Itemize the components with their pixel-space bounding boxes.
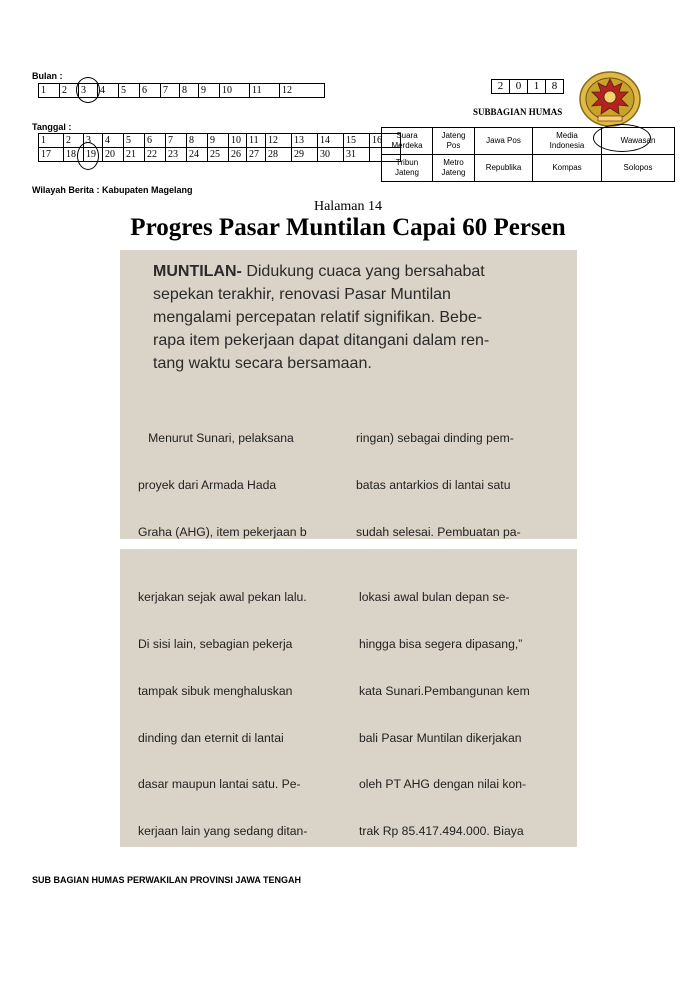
lead-line: sepekan terakhir, renovasi Pasar Muntilan <box>153 286 451 303</box>
text-line: oleh PT AHG dengan nilai kon- <box>359 777 527 792</box>
footer-org: SUB BAGIAN HUMAS PERWAKILAN PROVINSI JAWA TENGAH <box>32 875 302 885</box>
year-digit: 2 <box>492 80 510 94</box>
lead-keyword: MUNTILAN- <box>153 263 242 280</box>
text-line: dinding dan eternit di lantai <box>138 730 284 745</box>
day-cell: 4 <box>103 134 124 148</box>
day-cell: 18 <box>64 148 84 162</box>
text-line: bali Pasar Muntilan dikerjakan <box>359 730 522 745</box>
pub-suara-merdeka: Suara Merdeka <box>382 128 433 155</box>
pub-solopos: Solopos <box>602 155 675 182</box>
month-cell: 6 <box>140 84 161 98</box>
lead-paragraph <box>153 260 489 375</box>
day-cell: 13 <box>292 134 318 148</box>
day-cell: 12 <box>266 134 292 148</box>
day-cell: 31 <box>344 148 370 162</box>
day-cell: 25 <box>208 148 229 162</box>
pub-wawasan: Wawasan <box>602 128 675 155</box>
text-line: kata Sunari.Pembangunan kem <box>359 683 530 698</box>
text-line: tampak sibuk menghaluskan <box>138 683 293 698</box>
wilayah-berita: Wilayah Berita : Kabupaten Magelang <box>32 185 193 195</box>
text-line: ringan) sebagai dinding pem- <box>356 431 514 446</box>
text-line: proyek dari Armada Hada <box>138 477 277 492</box>
month-cell: 2 <box>60 84 79 98</box>
pub-tribun-jateng: Tribun Jateng <box>382 155 433 182</box>
day-cell: 15 <box>344 134 370 148</box>
selected-month-circle <box>76 77 100 103</box>
day-cell: 6 <box>145 134 166 148</box>
column-top-right <box>356 400 566 539</box>
day-cell: 16 <box>370 134 401 148</box>
text-line: kerjakan sejak awal pekan lalu. <box>138 590 307 605</box>
year-box <box>491 79 564 94</box>
text-line: lokasi awal bulan depan se- <box>359 590 510 605</box>
pub-republika: Republika <box>475 155 533 182</box>
day-cell: 23 <box>166 148 187 162</box>
headline: Progres Pasar Muntilan Capai 60 Persen <box>130 214 566 241</box>
pub-jawa-pos: Jawa Pos <box>475 128 533 155</box>
text-line: kerjaan lain yang sedang ditan- <box>138 824 308 839</box>
day-cell: 11 <box>247 134 266 148</box>
dept-name: SUBBAGIAN HUMAS <box>473 107 563 117</box>
month-cell: 7 <box>161 84 180 98</box>
text-line: Graha (AHG), item pekerjaan b <box>138 524 307 539</box>
column-top-left <box>138 400 343 539</box>
text-line: Menurut Sunari, pelaksana <box>138 431 294 446</box>
month-cell: 4 <box>98 84 119 98</box>
lead-line: Didukung cuaca yang bersahabat <box>241 263 485 280</box>
page-number: Halaman 14 <box>313 199 383 214</box>
tanggal-label: Tanggal : <box>32 122 72 132</box>
text-line: hingga bisa segera dipasang,” <box>359 636 523 651</box>
day-cell: 3 <box>84 134 103 148</box>
month-cell: 5 <box>119 84 140 98</box>
day-cell: 21 <box>124 148 145 162</box>
bulan-label: Bulan : <box>32 71 63 81</box>
day-cell: 22 <box>145 148 166 162</box>
day-cell: 28 <box>266 148 292 162</box>
selected-publication-circle <box>593 124 651 152</box>
day-cell: 26 <box>229 148 247 162</box>
garuda-emblem-icon <box>578 70 642 128</box>
month-cell: 12 <box>280 84 325 98</box>
clipping-top <box>120 250 577 539</box>
year-digit: 8 <box>546 80 564 94</box>
year-digit: 1 <box>528 80 546 94</box>
selected-day-circle <box>77 142 99 170</box>
text-line: dasar maupun lantai satu. Pe- <box>138 777 301 792</box>
month-cell: 1 <box>39 84 60 98</box>
day-cell: 8 <box>187 134 208 148</box>
clipping-bottom <box>120 549 577 847</box>
column-bottom-right <box>359 559 567 847</box>
month-cell: 10 <box>220 84 250 98</box>
day-cell: 20 <box>103 148 124 162</box>
year-digit: 0 <box>510 80 528 94</box>
day-cell: 24 <box>187 148 208 162</box>
month-cell: 3 <box>79 84 98 98</box>
text-line: sudah selesai. Pembuatan pa- <box>356 524 521 539</box>
day-cell: 17 <box>39 148 64 162</box>
pub-metro-jateng: Metro Jateng <box>433 155 475 182</box>
day-cell: 14 <box>318 134 344 148</box>
day-cell: 27 <box>247 148 266 162</box>
month-cell: 8 <box>180 84 199 98</box>
text-line: Di sisi lain, sebagian pekerja <box>138 636 293 651</box>
lead-line: tang waktu secara bersamaan. <box>153 355 372 372</box>
day-cell: 5 <box>124 134 145 148</box>
day-cell: 9 <box>208 134 229 148</box>
day-cell: 2 <box>64 134 84 148</box>
pub-kompas: Kompas <box>533 155 602 182</box>
day-cell: 29 <box>292 148 318 162</box>
day-cell: 7 <box>166 134 187 148</box>
lead-line: rapa item pekerjaan dapat ditangani dalam ren- <box>153 332 490 349</box>
pub-jateng-pos: Jateng Pos <box>433 128 475 155</box>
month-cell: 11 <box>250 84 280 98</box>
day-cell: 10 <box>229 134 247 148</box>
text-line: trak Rp 85.417.494.000. Biaya <box>359 824 524 839</box>
day-cell: 30 <box>318 148 344 162</box>
day-cell: 19 <box>84 148 103 162</box>
lead-line: mengalami percepatan relatif signifikan. Bebe- <box>153 309 483 326</box>
day-cell: 1 <box>39 134 64 148</box>
month-cell: 9 <box>199 84 220 98</box>
pub-media-indonesia: Media Indonesia <box>533 128 602 155</box>
text-line: batas antarkios di lantai satu <box>356 477 511 492</box>
column-bottom-left <box>138 559 350 847</box>
